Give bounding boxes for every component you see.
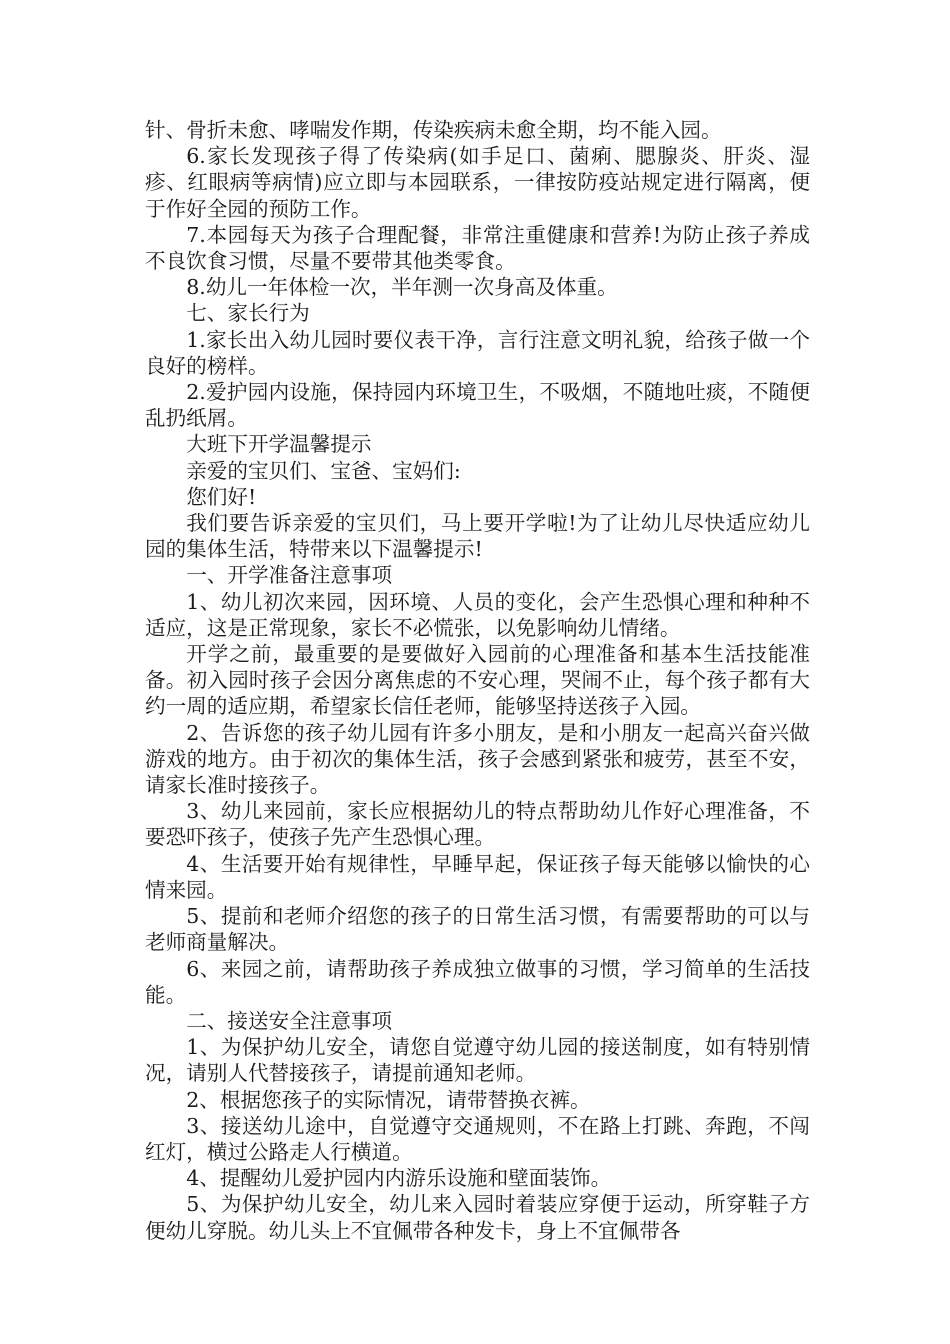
paragraph: 针、骨折未愈、哮喘发作期，传染疾病未愈全期，均不能入园。: [145, 118, 722, 142]
section-heading: 七、家长行为: [186, 301, 310, 326]
paragraph: 4、生活要开始有规律性，早睡早起，保证孩子每天能够以愉快的心情来园。: [145, 851, 810, 902]
paragraph: 7.本园每天为孩子合理配餐，非常注重健康和营养!为防止孩子养成不良饮食习惯，尽量不要带其他类零食。: [145, 222, 810, 274]
paragraph: 开学之前，最重要的是要做好入园前的心理准备和基本生活技能准备。初入园时孩子会因分离焦虑的不安心理，哭闹不止，每个孩子都有大约一周的适应期，希望家长信任老师，能够坚持送孩子入园。: [145, 642, 810, 719]
paragraph: 4、提醒幼儿爱护园内内游乐设施和壁面装饰。: [186, 1166, 612, 1191]
paragraph: 6.家长发现孩子得了传染病(如手足口、菌痢、腮腺炎、肝炎、湿疹、红眼病等病情)应立即与本园联系，一律按防疫站规定进行隔离，便于作好全园的预防工作。: [145, 144, 810, 221]
paragraph: 我们要告诉亲爱的宝贝们，马上要开学啦!为了让幼儿尽快适应幼儿园的集体生活，特带来以下温馨提示!: [145, 511, 810, 562]
paragraph: 2.爱护园内设施，保持园内环境卫生，不吸烟，不随地吐痰，不随便乱扔纸屑。: [145, 380, 810, 431]
paragraph: 3、接送幼儿途中，自觉遵守交通规则，不在路上打跳、奔跑，不闯红灯，横过公路走人行横道。: [145, 1113, 810, 1164]
greeting: 您们好!: [186, 484, 257, 509]
paragraph: 8.幼儿一年体检一次，半年测一次身高及体重。: [186, 275, 618, 300]
paragraph: 1、为保护幼儿安全，请您自觉遵守幼儿园的接送制度，如有特别情况，请别人代替接孩子，请提前通知老师。: [145, 1035, 810, 1086]
paragraph: 5、为保护幼儿安全，幼儿来入园时着装应穿便于运动，所穿鞋子方便幼儿穿脱。幼儿头上不宜佩带各种发卡，身上不宜佩带各: [145, 1192, 810, 1243]
paragraph: 6、来园之前，请帮助孩子养成独立做事的习惯，学习简单的生活技能。: [145, 956, 810, 1007]
paragraph: 5、提前和老师介绍您的孩子的日常生活习惯，有需要帮助的可以与老师商量解决。: [145, 904, 810, 955]
paragraph: 1、幼儿初次来园，因环境、人员的变化，会产生恐惧心理和种种不适应，这是正常现象，家长不必慌张，以免影响幼儿情绪。: [145, 589, 810, 640]
paragraph: 3、幼儿来园前，家长应根据幼儿的特点帮助幼儿作好心理准备，不要恐吓孩子，使孩子先产生恐惧心理。: [145, 799, 810, 850]
document-body: [145, 117, 810, 1244]
salutation: 亲爱的宝贝们、宝爸、宝妈们:: [186, 458, 461, 483]
section-heading: 一、开学准备注意事项: [186, 563, 393, 588]
paragraph: 1.家长出入幼儿园时要仪表干净，言行注意文明礼貌，给孩子做一个良好的榜样。: [145, 327, 810, 378]
document-title: 大班下开学温馨提示: [186, 432, 372, 457]
paragraph: 2、根据您孩子的实际情况，请带替换衣裤。: [186, 1087, 591, 1112]
section-heading: 二、接送安全注意事项: [186, 1008, 393, 1033]
paragraph: 2、告诉您的孩子幼儿园有许多小朋友，是和小朋友一起高兴奋兴做游戏的地方。由于初次的集体生活，孩子会感到紧张和疲劳，甚至不安，请家长准时接孩子。: [145, 720, 810, 798]
